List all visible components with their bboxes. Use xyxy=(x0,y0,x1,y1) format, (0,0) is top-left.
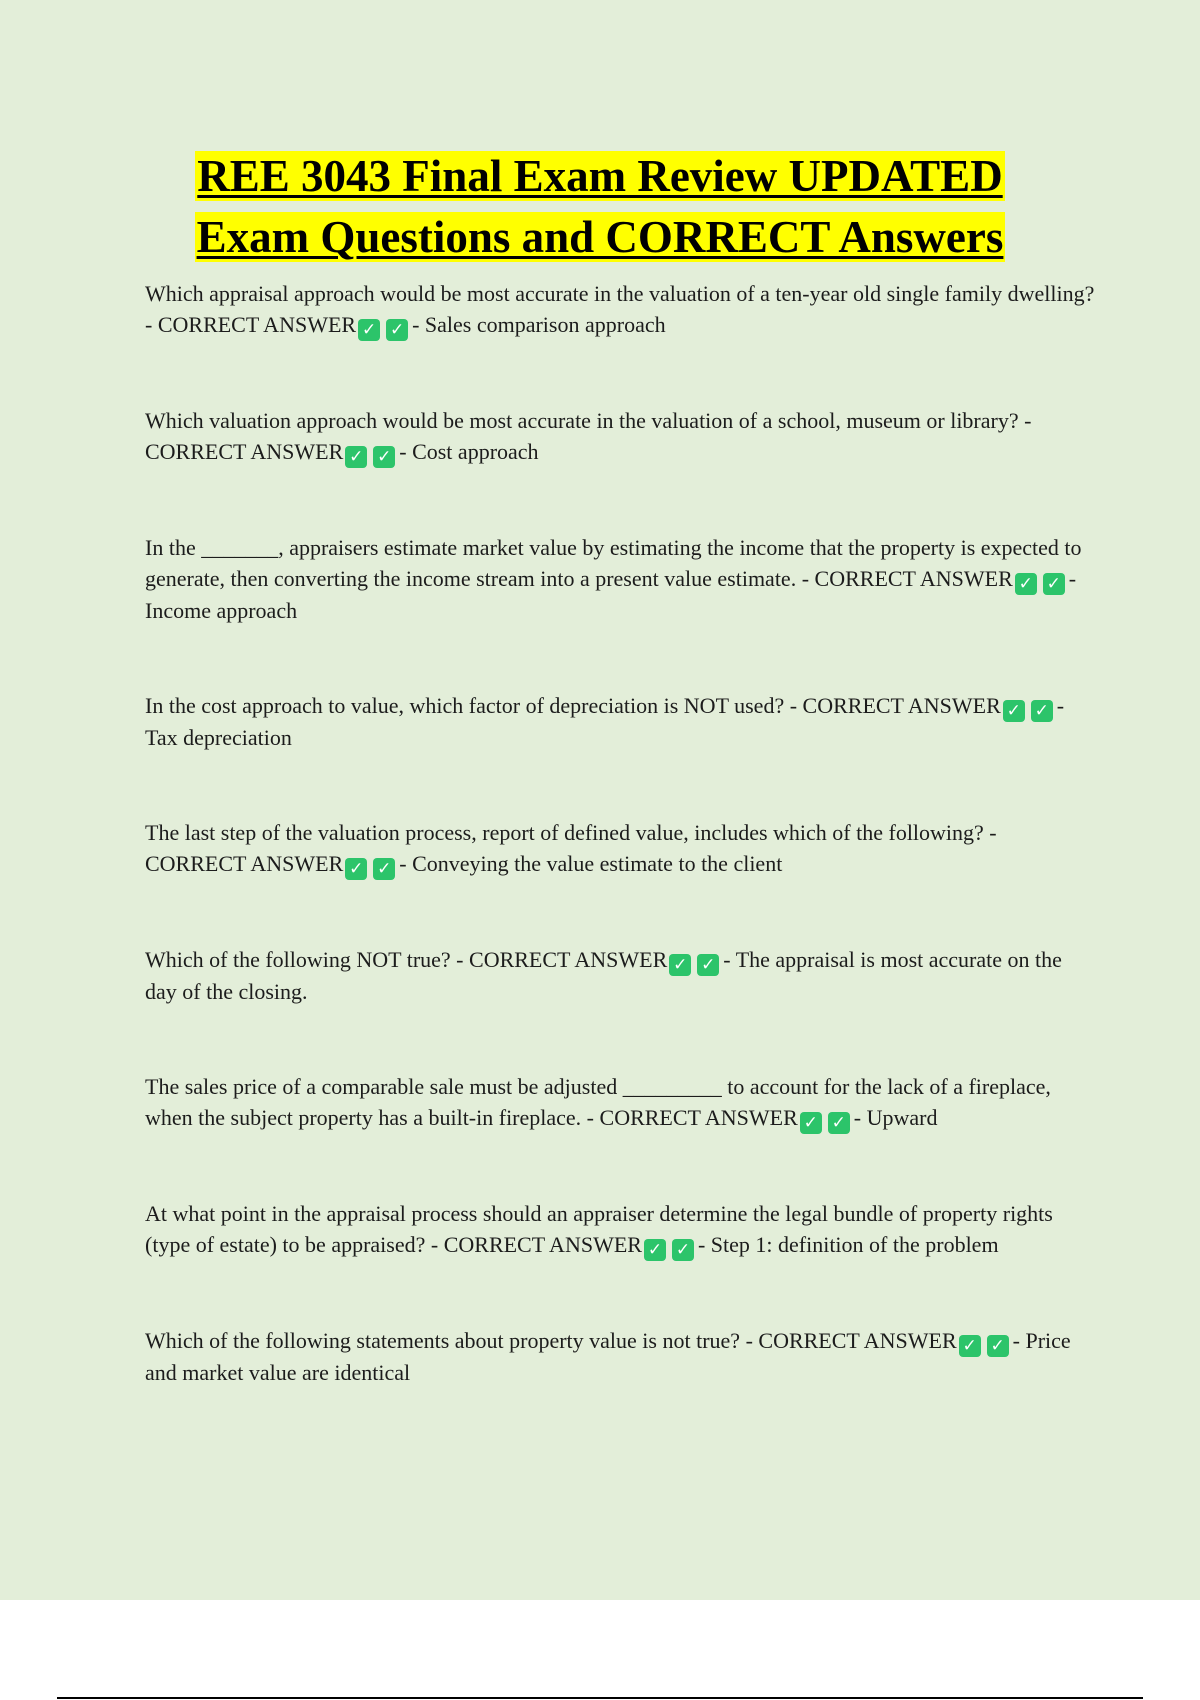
question-text: At what point in the appraisal process should an appraiser determine the legal bundle of property rights (type of estate) to be appraised? - xyxy=(145,1201,1053,1257)
check-mark-icon: ✓ xyxy=(1043,573,1065,595)
check-mark-icon: ✓ xyxy=(345,858,367,880)
check-mark-icon: ✓ xyxy=(1015,573,1037,595)
check-mark-icon: ✓ xyxy=(959,1335,981,1357)
answer-label: CORRECT ANSWER xyxy=(758,1328,957,1353)
question-text: Which appraisal approach would be most accurate in the valuation of a ten-year old single family dwelling? - xyxy=(145,281,1095,337)
answer-label: CORRECT ANSWER xyxy=(443,1232,642,1257)
answer-text: - Tax depreciation xyxy=(145,693,1065,750)
qa-item xyxy=(145,944,1095,1007)
answer-label: CORRECT ANSWER xyxy=(814,566,1013,591)
question-text: Which valuation approach would be most accurate in the valuation of a school, museum or library? - xyxy=(145,408,1032,433)
answer-label: CORRECT ANSWER xyxy=(802,693,1001,718)
answer-label: CORRECT ANSWER xyxy=(599,1105,798,1130)
document-title xyxy=(0,146,1200,268)
title-line-2: Exam Questions and CORRECT Answers xyxy=(196,212,1004,262)
check-mark-icon: ✓ xyxy=(1031,700,1053,722)
answer-label: CORRECT ANSWER xyxy=(157,312,357,337)
check-mark-icon: ✓ xyxy=(697,954,719,976)
qa-item xyxy=(145,1198,1095,1261)
answer-text: - Cost approach xyxy=(399,439,539,464)
check-mark-icon: ✓ xyxy=(373,858,395,880)
check-mark-icon: ✓ xyxy=(1003,700,1025,722)
qa-item xyxy=(145,817,1095,880)
answer-label: CORRECT ANSWER xyxy=(469,947,668,972)
check-mark-icon: ✓ xyxy=(800,1112,822,1134)
qa-item xyxy=(145,278,1095,341)
check-mark-icon: ✓ xyxy=(987,1335,1009,1357)
qa-item xyxy=(145,1071,1095,1134)
check-mark-icon: ✓ xyxy=(828,1112,850,1134)
answer-text: - Income approach xyxy=(145,566,1077,623)
question-text: Which of the following statements about property value is not true? - xyxy=(145,1328,753,1353)
answer-label: CORRECT ANSWER xyxy=(145,851,344,876)
check-mark-icon: ✓ xyxy=(373,446,395,468)
qa-item xyxy=(145,1325,1095,1388)
check-mark-icon: ✓ xyxy=(672,1239,694,1261)
check-mark-icon: ✓ xyxy=(644,1239,666,1261)
question-text: The last step of the valuation process, report of defined value, includes which of the following? - xyxy=(145,820,997,845)
title-line-1: REE 3043 Final Exam Review UPDATED xyxy=(197,151,1003,201)
answer-text: - Price and market value are identical xyxy=(145,1328,1071,1385)
answer-text: - Upward xyxy=(853,1105,938,1130)
answer-text: - Sales comparison approach xyxy=(412,312,666,337)
qa-item xyxy=(145,690,1095,753)
check-mark-icon: ✓ xyxy=(345,446,367,468)
check-mark-icon: ✓ xyxy=(669,954,691,976)
answer-text: - Conveying the value estimate to the client xyxy=(399,851,783,876)
question-text: In the _______, appraisers estimate market value by estimating the income that the property is expected to generate, then converting the income stream into a present value estimate. - xyxy=(145,535,1082,591)
check-mark-icon: ✓ xyxy=(358,319,380,341)
check-mark-icon: ✓ xyxy=(386,319,408,341)
answer-label: CORRECT ANSWER xyxy=(145,439,344,464)
answer-text: - Step 1: definition of the problem xyxy=(697,1232,999,1257)
qa-item xyxy=(145,405,1095,468)
question-text: In the cost approach to value, which factor of depreciation is NOT used? - xyxy=(145,693,798,718)
footer-divider xyxy=(57,1697,1143,1699)
answer-text: - The appraisal is most accurate on the day of the closing. xyxy=(145,947,1062,1004)
qa-item xyxy=(145,532,1095,626)
question-text: Which of the following NOT true? - xyxy=(145,947,464,972)
question-text: The sales price of a comparable sale must be adjusted _________ to account for the lack of a fireplace, when the subject property has a built-in fireplace. - xyxy=(145,1074,1051,1130)
qa-list xyxy=(145,278,1095,1388)
